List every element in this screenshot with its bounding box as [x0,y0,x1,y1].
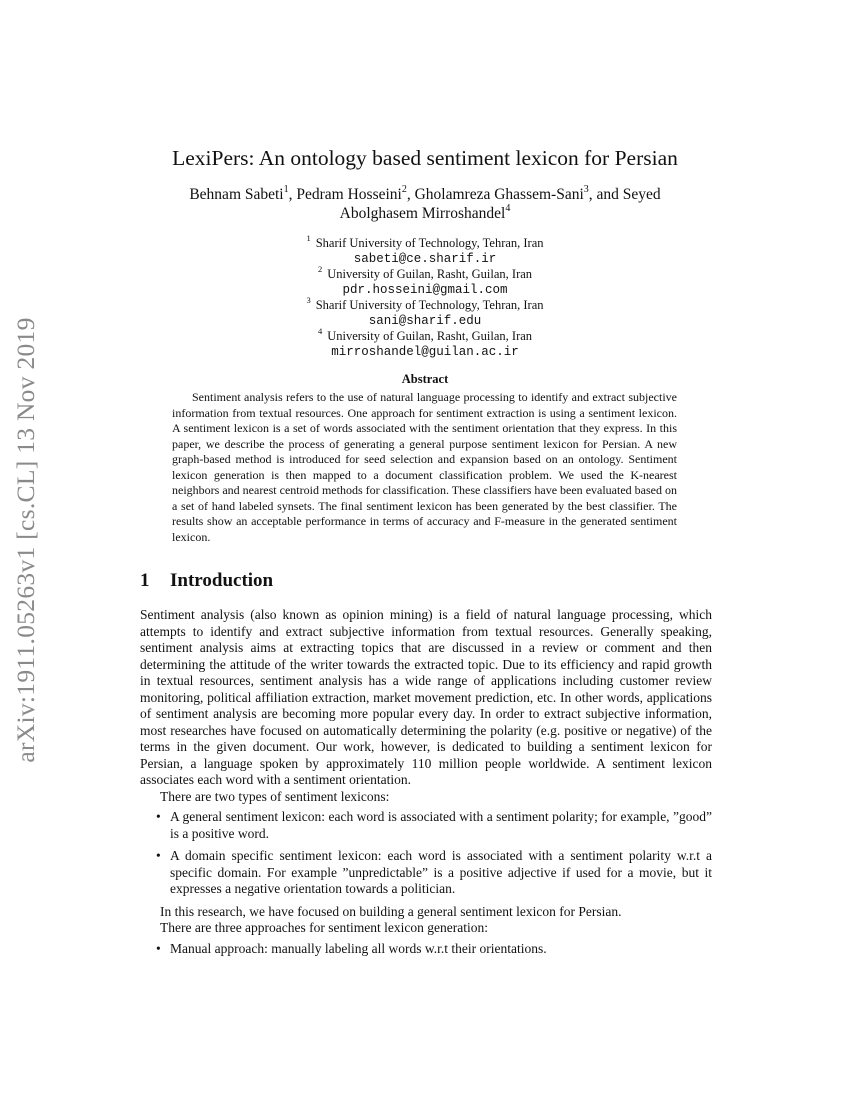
affiliation [0,232,850,252]
author-name: Gholamreza Ghassem-Sani [414,186,584,203]
affiliation [0,325,850,345]
author-separator: , and Seyed [588,186,661,203]
bullet-icon: • [156,809,161,824]
author-name: Pedram Hosseini [296,186,402,203]
affiliation-mark: 2 [317,263,323,274]
bullet-icon: • [156,848,161,863]
author-name: Abolghasem Mirroshandel [339,205,506,222]
affiliation-institution: Sharif University of Technology, Tehran, Iran [315,298,544,312]
affiliation-email: sani@sharif.edu [368,313,482,328]
paragraph: There are two types of sentiment lexicons: [160,788,390,804]
paragraph: In this research, we have focused on building a general sentiment lexicon for Persian. [160,903,622,919]
introduction-body [140,607,712,963]
bullet-icon: • [156,940,161,956]
affiliation-mark: 3 [306,294,311,305]
author-separator: , [288,186,297,203]
affiliation-mark: 4 [317,325,323,336]
affiliation-email: pdr.hosseini@gmail.com [342,282,508,297]
section-heading [140,570,273,592]
list-item [140,809,712,842]
affiliation [0,263,850,283]
affiliation-institution: University of Guilan, Rasht, Guilan, Iran [327,329,533,343]
paper-title: LexiPers: An ontology based sentiment lexicon for Persian [172,146,678,170]
list-item [140,941,712,958]
author-mark: 3 [583,183,589,195]
lexicon-type-list [140,809,712,898]
section-title: Introduction [170,570,274,591]
author-separator: , [406,186,415,203]
list-item-text: A general sentiment lexicon: each word is associated with a sentiment polarity; for example, ”good” is a positive word. [170,809,712,841]
paragraph: There are three approaches for sentiment lexicon generation: [160,920,488,935]
list-item-text: Manual approach: manually labeling all words w.r.t their orientations. [170,940,547,956]
list-item [140,848,712,898]
author-mark: 1 [283,183,289,195]
abstract-text: Sentiment analysis refers to the use of natural language processing to identify and extract subjective information from textual resources. One approach for sentiment extraction is using a sentiment lexicon. A sentiment lexicon is a set of words associated with the sentiment orientation that they express. In this paper, we describe the process of generating a general purpose sentiment lexicon for Persian. A new graph-based method is introduced for seed selection and expansion based on an ontology. Sentiment lexicon generation is then mapped to a document classification problem. We used the K-nearest neighbors and nearest centroid methods for classification. These classifiers have been evaluated based on a set of hand labeled synsets. The final sentiment lexicon has been generated by the best classifier. The results show an acceptable performance in terms of accuracy and F-measure in the generated sentiment lexicon. [172,390,677,544]
affiliation-institution: Sharif University of Technology, Tehran, Iran [315,236,544,250]
author-list [160,185,690,223]
author-mark: 4 [505,202,511,214]
arxiv-side-stamp [8,290,48,790]
affiliation-institution: University of Guilan, Rasht, Guilan, Iran [327,267,533,281]
affiliation-list [0,232,850,360]
affiliation-email: sabeti@ce.sharif.ir [353,251,497,266]
paragraph: Sentiment analysis (also known as opinion mining) is a field of natural language processing, which attempts to identify and extract subjective information from textual resources. Generally speaking, sentiment analysis aims at extracting topics that are discussed in a review or comment and then determining the attitude of the writer towards the extracted topic. Due to its efficiency and rapid growth in textual resources, sentiment analysis has a wide range of applications including customer review monitoring, political affiliation extraction, market movement prediction, etc. In other words, applications of sentiment analysis are becoming more popular every day. In order to extract subjective information, most researches have focused on automatically determining the polarity (e.g. positive or negative) of the terms in the given document. Our work, however, is dedicated to building a sentiment lexicon for Persian, a language spoken by approximately 110 million people worldwide. A sentiment lexicon associates each word with a sentiment orientation. [140,607,712,787]
abstract-heading: Abstract [401,372,449,386]
section-number: 1 [140,570,150,591]
list-item-text: A domain specific sentiment lexicon: each word is associated with a sentiment polarity w.r.t a specific domain. For example ”unpredictable” is a positive adjective if used for a movie, but it expresses a negative orientation towards a politician. [170,848,712,896]
affiliation-email: mirroshandel@guilan.ac.ir [331,344,519,359]
arxiv-identifier: arXiv:1911.05263v1 [cs.CL] 13 Nov 2019 [11,317,40,763]
affiliation-mark: 1 [306,232,311,243]
approach-list [140,941,712,958]
author-mark: 2 [401,183,407,195]
author-name: Behnam Sabeti [189,186,284,203]
affiliation [0,294,850,314]
